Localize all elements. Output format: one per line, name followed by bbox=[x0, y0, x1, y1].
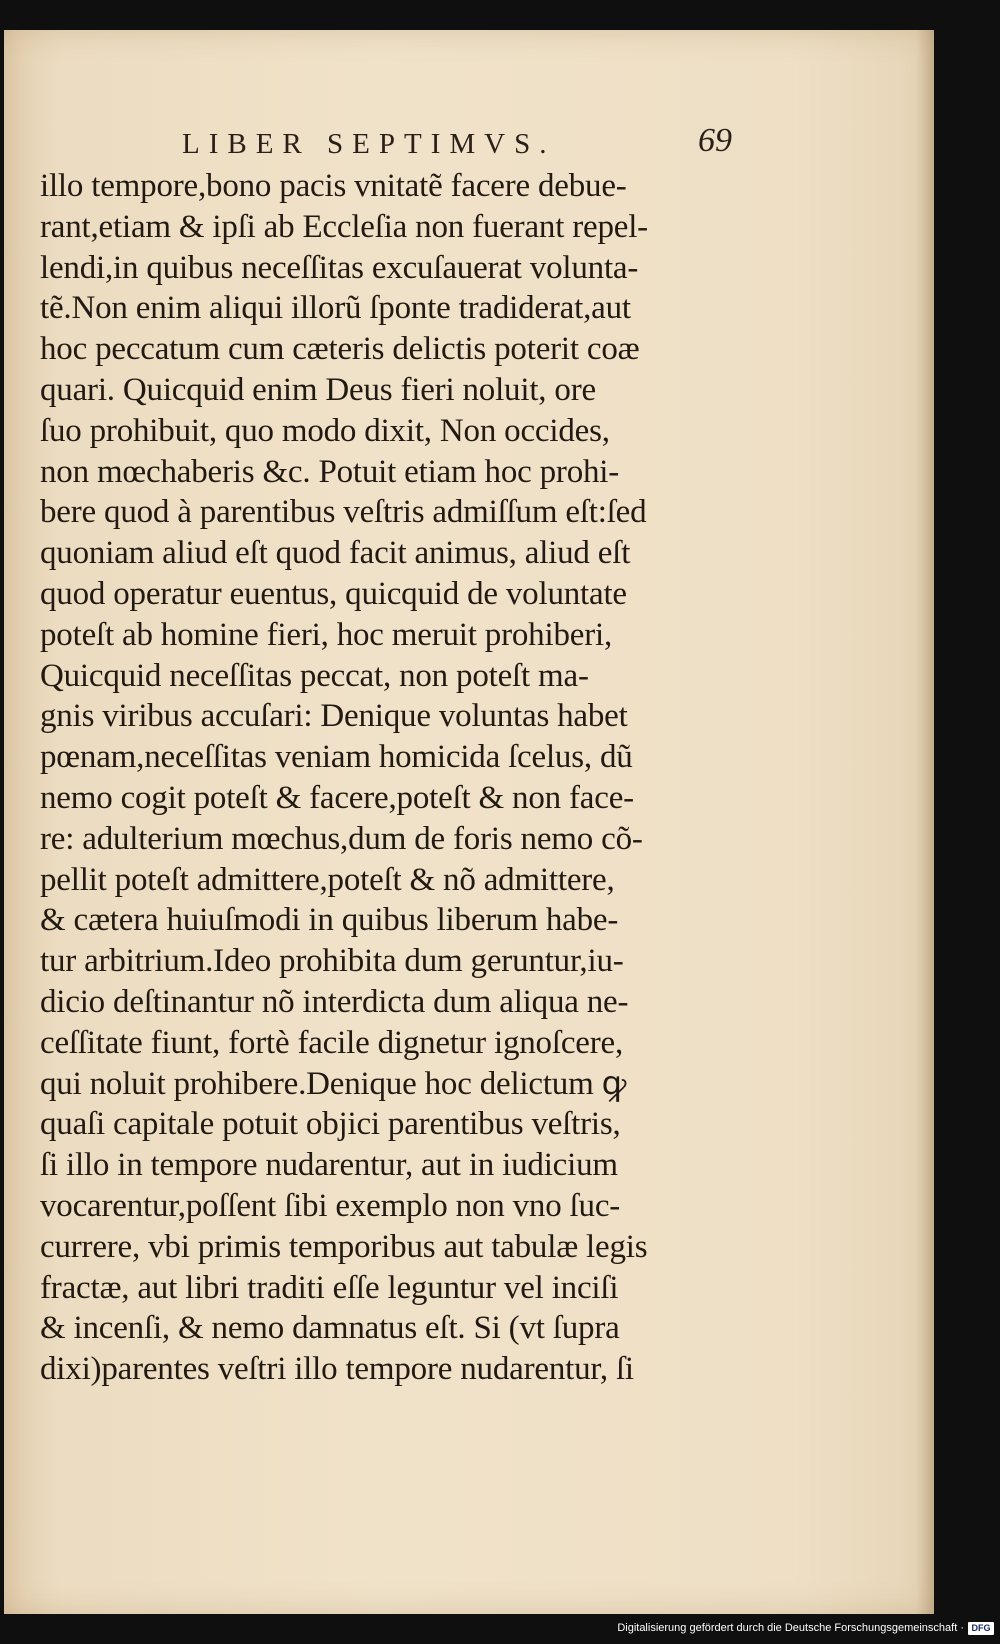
text-line: lendi,in quibus neceſſitas excuſauerat volunta- bbox=[40, 249, 639, 286]
text-line: qui noluit prohibere.Denique hoc delictum ꝙ bbox=[40, 1065, 627, 1102]
text-line: quari. Quicquid enim Deus fieri noluit, ore bbox=[40, 371, 596, 408]
text-line: nemo cogit poteſt & facere,poteſt & non face- bbox=[40, 779, 634, 816]
text-line: & cætera huiuſmodi in quibus liberum habe- bbox=[40, 902, 619, 939]
text-line: vocarentur,poſſent ſibi exemplo non vno ſuc- bbox=[40, 1187, 621, 1224]
dfg-logo: DFG bbox=[968, 1622, 994, 1635]
text-line: quoniam aliud eſt quod facit animus, aliud eſt bbox=[40, 535, 631, 572]
text-line: quaſi capitale potuit objici parentibus veſtris, bbox=[40, 1106, 621, 1143]
text-line: re: adulterium mœchus,dum de foris nemo cõ- bbox=[40, 820, 643, 857]
text-line: dicio deſtinantur nõ interdicta dum aliqua ne- bbox=[40, 983, 629, 1020]
text-line: non mœchaberis &c. Potuit etiam hoc prohi- bbox=[40, 453, 620, 490]
text-line: tẽ.Non enim aliqui illorũ ſponte tradiderat,aut bbox=[40, 290, 631, 327]
body-text bbox=[40, 166, 720, 1390]
text-line: bere quod à parentibus veſtris admiſſum eſt:ſed bbox=[40, 494, 647, 531]
text-line: pellit poteſt admittere,poteſt & nõ admittere, bbox=[40, 861, 615, 898]
book-page bbox=[4, 30, 934, 1614]
text-line: fractæ, aut libri traditi eſſe leguntur vel inciſi bbox=[40, 1269, 619, 1306]
text-line: hoc peccatum cum cæteris delictis poterit coæ bbox=[40, 331, 640, 368]
text-line: ſi illo in tempore nudarentur, aut in iudicium bbox=[40, 1147, 618, 1184]
text-line: illo tempore,bono pacis vnitatẽ facere debue- bbox=[40, 168, 627, 204]
footer-bar bbox=[0, 1614, 1000, 1644]
text-line: poteſt ab homine fieri, hoc meruit prohiberi, bbox=[40, 616, 612, 653]
text-line: rant,etiam & ipſi ab Eccleſia non fuerant repel- bbox=[40, 208, 648, 245]
text-line: gnis viribus accuſari: Denique voluntas habet bbox=[40, 698, 628, 735]
text-line: pœnam,neceſſitas veniam homicida ſcelus, dũ bbox=[40, 739, 633, 776]
running-head bbox=[182, 122, 732, 172]
text-line: dixi)parentes veſtri illo tempore nudarentur, ſi bbox=[40, 1351, 634, 1388]
text-line: Quicquid neceſſitas peccat, non poteſt ma- bbox=[40, 657, 589, 694]
text-line: ſuo prohibuit, quo modo dixit, Non occides, bbox=[40, 412, 610, 449]
text-line: ceſſitate fiunt, fortè facile dignetur ignoſcere, bbox=[40, 1024, 624, 1061]
running-head-title: LIBER SEPTIMVS. bbox=[182, 128, 556, 160]
text-line: currere, vbi primis temporibus aut tabulæ legis bbox=[40, 1228, 648, 1265]
digitization-credit: Digitalisierung gefördert durch die Deutsche Forschungsgemeinschaft · bbox=[617, 1622, 964, 1634]
page-edge-shadow bbox=[916, 30, 934, 1614]
page-number: 69 bbox=[698, 122, 732, 159]
text-line: quod operatur euentus, quicquid de voluntate bbox=[40, 575, 627, 612]
text-line: & incenſi, & nemo damnatus eſt. Si (vt ſupra bbox=[40, 1310, 620, 1347]
text-line: tur arbitrium.Ideo prohibita dum geruntur,iu- bbox=[40, 943, 624, 980]
